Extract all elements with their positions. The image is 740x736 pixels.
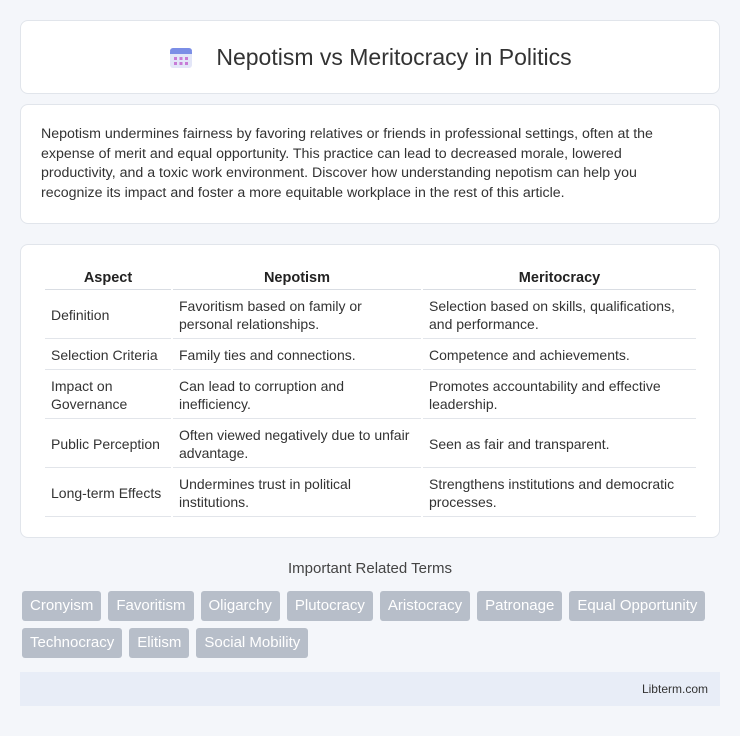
related-terms-title: Important Related Terms	[288, 560, 452, 577]
tag-aristocracy[interactable]: Aristocracy	[380, 591, 470, 621]
table-cell: Impact on Governance	[45, 372, 171, 419]
table-cell: Family ties and connections.	[173, 341, 421, 370]
header-nepotism: Nepotism	[173, 267, 421, 290]
tag-oligarchy[interactable]: Oligarchy	[201, 591, 280, 621]
table-cell: Definition	[45, 292, 171, 339]
table-cell: Selection Criteria	[45, 341, 171, 370]
table-row	[45, 341, 696, 370]
table-cell: Undermines trust in political institutions.	[173, 470, 421, 517]
table-row	[45, 372, 696, 419]
table-cell: Competence and achievements.	[423, 341, 696, 370]
table-cell: Selection based on skills, qualifications, and performance.	[423, 292, 696, 339]
header-aspect: Aspect	[45, 267, 171, 290]
footer	[20, 672, 720, 706]
table-cell: Long-term Effects	[45, 470, 171, 517]
table-cell: Often viewed negatively due to unfair advantage.	[173, 421, 421, 468]
table-cell: Seen as fair and transparent.	[423, 421, 696, 468]
intro-text: Nepotism undermines fairness by favoring relatives or friends in professional settings, often at the expense of merit and equal opportunity. This practice can lead to decreased morale, lowered productivity, and a toxic work environment. Discover how understanding nepotism can help you recognize its impact and foster a more equitable workplace in the rest of this article.	[41, 126, 653, 201]
tag-technocracy[interactable]: Technocracy	[22, 628, 122, 658]
page-title: Nepotism vs Meritocracy in Politics	[216, 43, 572, 70]
comparison-table-card	[20, 244, 720, 538]
table-cell: Strengthens institutions and democratic processes.	[423, 470, 696, 517]
tag-plutocracy[interactable]: Plutocracy	[287, 591, 373, 621]
comparison-table	[43, 265, 698, 519]
table-row	[45, 421, 696, 468]
tag-patronage[interactable]: Patronage	[477, 591, 562, 621]
table-cell: Promotes accountability and effective leadership.	[423, 372, 696, 419]
calendar-icon	[168, 44, 194, 70]
table-row	[45, 470, 696, 517]
header-card	[20, 20, 720, 94]
table-cell: Favoritism based on family or personal relationships.	[173, 292, 421, 339]
table-row	[45, 292, 696, 339]
footer-link[interactable]: Libterm.com	[641, 682, 708, 696]
intro-card	[20, 104, 720, 224]
tag-equal-opportunity[interactable]: Equal Opportunity	[569, 591, 705, 621]
tag-favoritism[interactable]: Favoritism	[108, 591, 193, 621]
table-cell: Can lead to corruption and inefficiency.	[173, 372, 421, 419]
tag-social-mobility[interactable]: Social Mobility	[196, 628, 308, 658]
table-cell: Public Perception	[45, 421, 171, 468]
header-meritocracy: Meritocracy	[423, 267, 696, 290]
related-terms-list	[22, 591, 722, 665]
tag-cronyism[interactable]: Cronyism	[22, 591, 101, 621]
tag-elitism[interactable]: Elitism	[129, 628, 189, 658]
